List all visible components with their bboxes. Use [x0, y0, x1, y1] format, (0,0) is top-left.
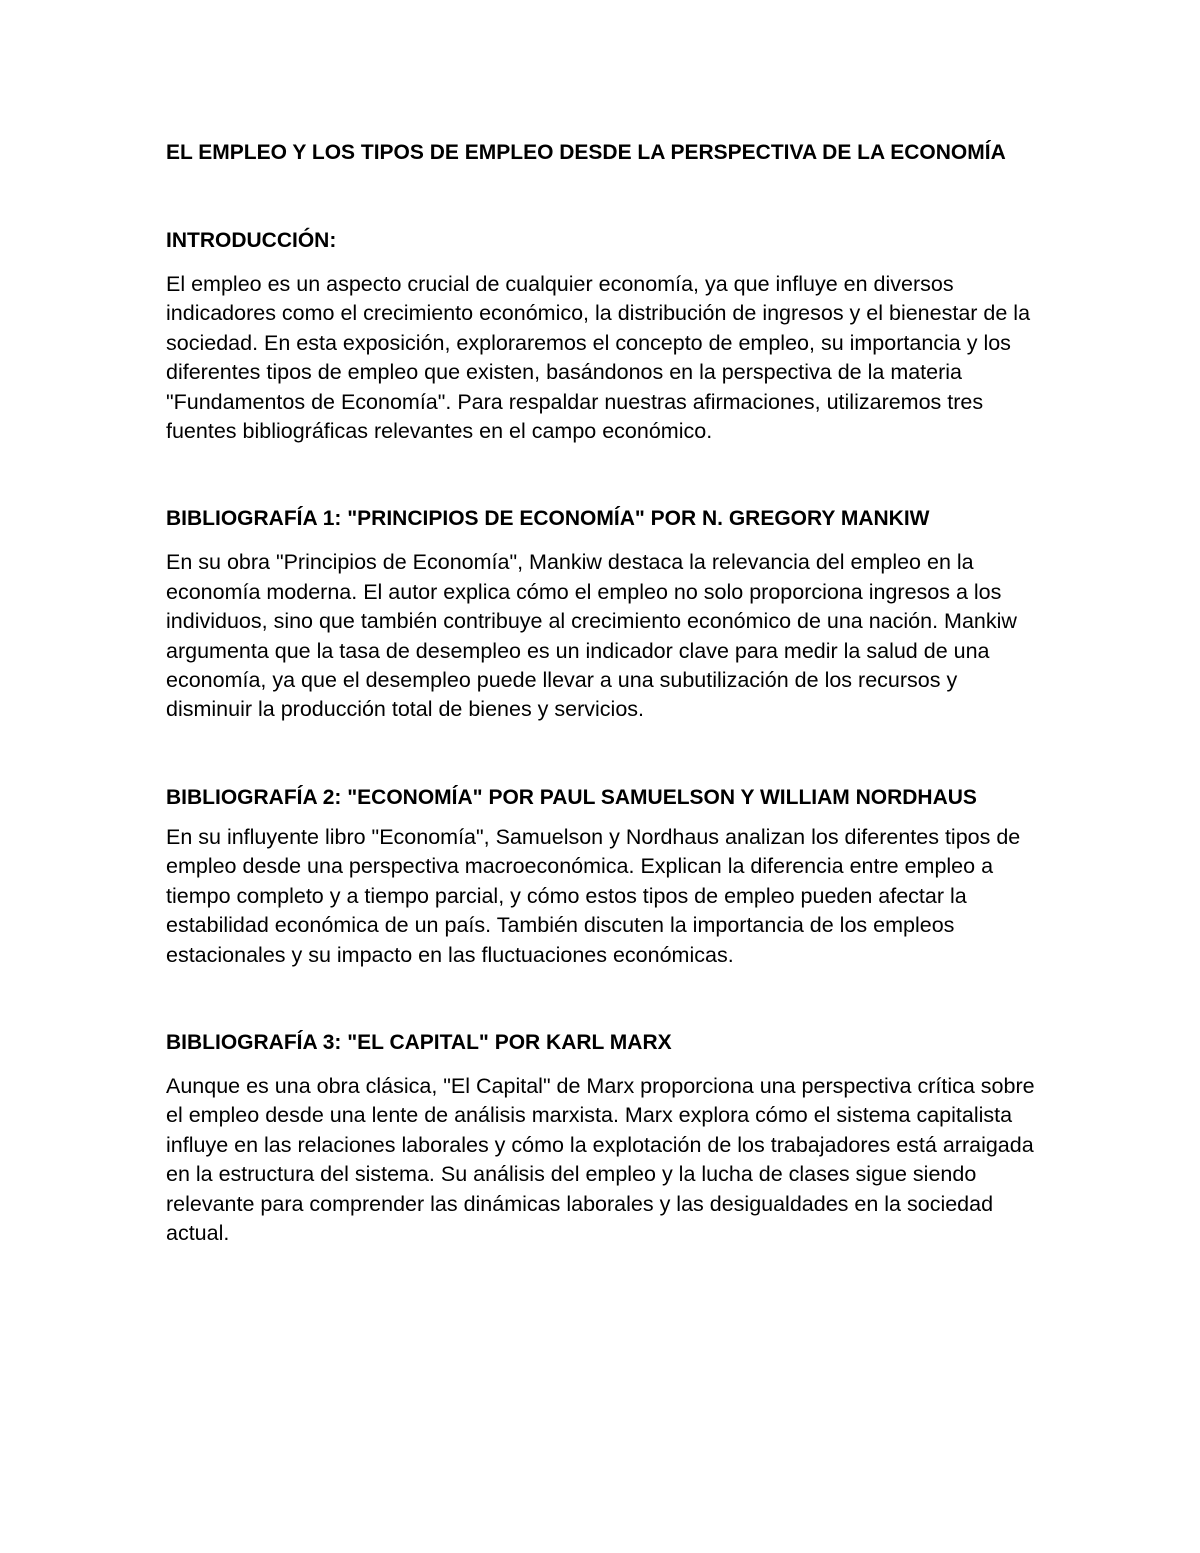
section-body-bibliografia-3: Aunque es una obra clásica, "El Capital" de Marx proporciona una perspectiva crítica sobre el empleo desde una lente de análisis marxista. Marx explora cómo el sistema capitalista influye en las relaciones laborales y cómo la explotación de los trabajadores está arraigada en la estructura del sistema. Su análisis del empleo y la lucha de clases sigue siendo relevante para comprender las dinámicas laborales y las desigualdades en la sociedad actual.: [166, 1073, 1035, 1245]
section-heading-introduccion: INTRODUCCIÓN:: [166, 229, 337, 252]
section-body-bibliografia-1: En su obra "Principios de Economía", Mankiw destaca la relevancia del empleo en la economía moderna. El autor explica cómo el empleo no solo proporciona ingresos a los individuos, sino que también contribuye al crecimiento económico de una nación. Mankiw argumenta que la tasa de desempleo es un indicador clave para medir la salud de una economía, ya que el desempleo puede llevar a una subutilización de los recursos y disminuir la producción total de bienes y servicios.: [166, 550, 1017, 722]
section-body-bibliografia-2: En su influyente libro "Economía", Samuelson y Nordhaus analizan los diferentes tipos de empleo desde una perspectiva macroeconómica. Explican la diferencia entre empleo a tiempo completo y a tiempo parcial, y cómo estos tipos de empleo pueden afectar la estabilidad económica de un país. También discuten la importancia de los empleos estacionales y su impacto en las fluctuaciones económicas.: [166, 824, 1021, 967]
section-heading-bibliografia-3: BIBLIOGRAFÍA 3: "EL CAPITAL" POR KARL MARX: [166, 1030, 672, 1054]
section-heading-bibliografia-1: BIBLIOGRAFÍA 1: "PRINCIPIOS DE ECONOMÍA" POR N. GREGORY MANKIW: [166, 507, 930, 531]
document-title: EL EMPLEO Y LOS TIPOS DE EMPLEO DESDE LA PERSPECTIVA DE LA ECONOMÍA: [166, 141, 1006, 164]
document-content: [166, 138, 1046, 1248]
section-body-introduccion: El empleo es un aspecto crucial de cualquier economía, ya que influye en diversos indicadores como el crecimiento económico, la distribución de ingresos y el bienestar de la sociedad. En esta exposición, exploraremos el concepto de empleo, su importancia y los diferentes tipos de empleo que existen, basándonos en la perspectiva de la materia "Fundamentos de Economía". Para respaldar nuestras afirmaciones, utilizaremos tres fuentes bibliográficas relevantes en el campo económico.: [166, 272, 1031, 444]
section-heading-bibliografia-2: BIBLIOGRAFÍA 2: "ECONOMÍA" POR PAUL SAMUELSON Y WILLIAM NORDHAUS: [166, 785, 977, 809]
